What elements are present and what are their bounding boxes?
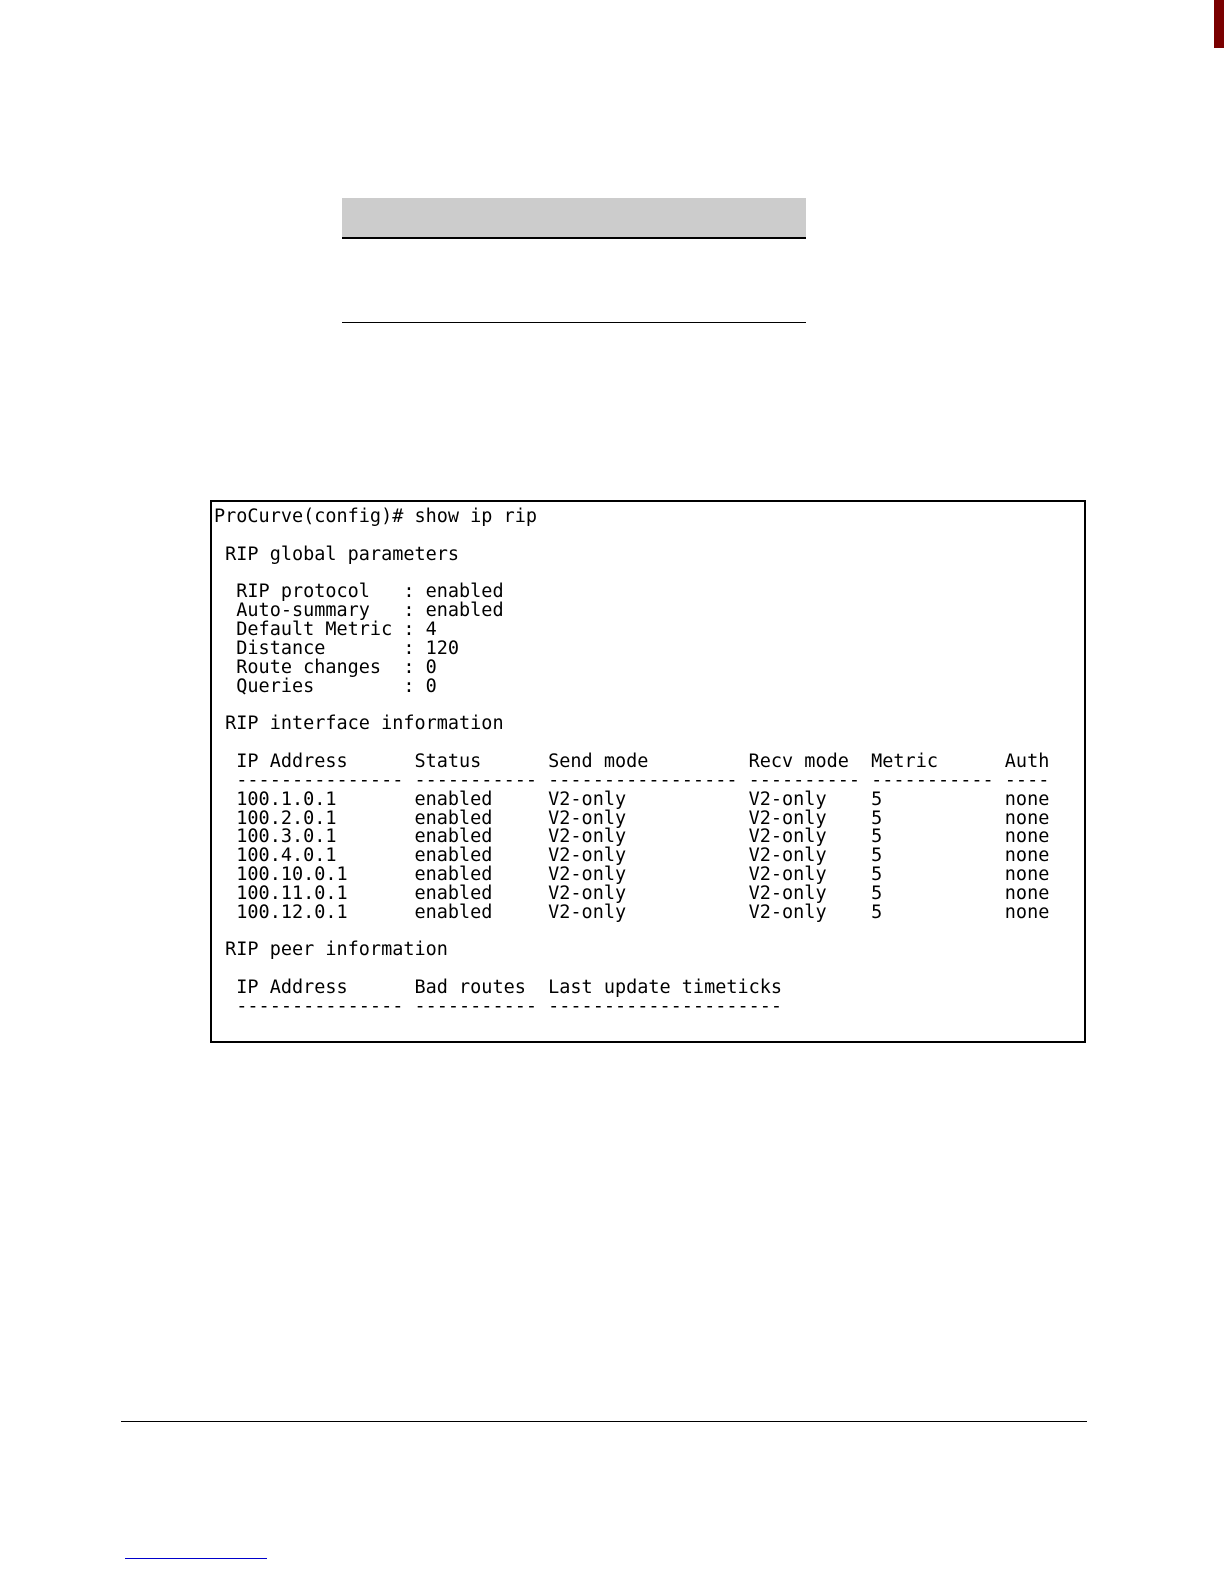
footer-link-underline xyxy=(125,1558,267,1559)
cli-line: 100.10.0.1 enabled V2-only V2-only 5 none xyxy=(214,864,1050,886)
cli-line: RIP protocol : enabled xyxy=(214,581,504,603)
cli-line: Default Metric : 4 xyxy=(214,619,437,641)
cli-line: 100.11.0.1 enabled V2-only V2-only 5 none xyxy=(214,882,1050,904)
cli-line: RIP global parameters xyxy=(214,543,460,565)
cli-line: 100.3.0.1 enabled V2-only V2-only 5 none xyxy=(214,826,1050,848)
cli-line: Auto-summary : enabled xyxy=(214,600,504,622)
cli-line: IP Address Status Send mode Recv mode Metric Auth xyxy=(214,750,1050,772)
cli-line: ProCurve(config)# show ip rip xyxy=(214,506,538,527)
cli-line: 100.4.0.1 enabled V2-only V2-only 5 none xyxy=(214,845,1050,867)
table-header-row xyxy=(342,198,806,239)
cli-line: RIP peer information xyxy=(214,939,448,961)
cli-line: --------------- ----------- ----------------- ---------- ----------- ---- xyxy=(214,769,1050,791)
empty-table xyxy=(342,198,806,324)
footer-divider xyxy=(121,1421,1087,1422)
cli-line: IP Address Bad routes Last update timeticks xyxy=(214,977,783,999)
cli-line: Distance : 120 xyxy=(214,637,460,659)
cli-line: Route changes : 0 xyxy=(214,656,437,678)
cli-line: 100.12.0.1 enabled V2-only V2-only 5 none xyxy=(214,901,1050,923)
cli-line: 100.2.0.1 enabled V2-only V2-only 5 none xyxy=(214,807,1050,829)
cli-output-text xyxy=(212,502,1084,1017)
page-edge-tab xyxy=(1214,0,1224,48)
cli-line: 100.1.0.1 enabled V2-only V2-only 5 none xyxy=(214,788,1050,810)
table-body-row xyxy=(342,239,806,323)
cli-line: Queries : 0 xyxy=(214,675,437,697)
cli-line: --------------- ----------- --------------------- xyxy=(214,995,783,1017)
cli-line: RIP interface information xyxy=(214,713,504,735)
cli-output-screenshot xyxy=(210,500,1086,1043)
